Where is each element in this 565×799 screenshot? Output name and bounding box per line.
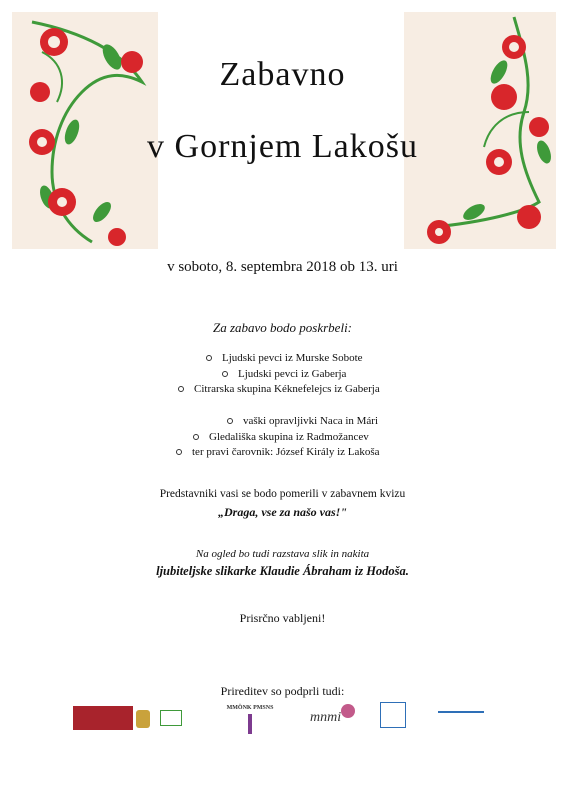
pen-icon	[248, 714, 252, 734]
bullet-icon	[176, 449, 182, 455]
bullet-icon	[178, 386, 184, 392]
title-line-2: v Gornjem Lakošu	[147, 128, 418, 165]
exhibit-artist: ljubiteljske slikarke Klaudie Ábraham iz Hodoša.	[156, 564, 409, 578]
bullet-icon	[222, 371, 228, 377]
flower-icon	[341, 704, 355, 718]
sponsor-logo-1	[73, 706, 133, 730]
exhibit-line: Na ogled bo tudi razstava slik in nakita	[195, 548, 370, 560]
title-line-1: Zabavno	[219, 56, 346, 93]
coat-of-arms-icon	[136, 710, 150, 728]
welcome-text: Prisrčno vabljeni!	[239, 611, 326, 625]
bullet-icon	[206, 355, 212, 361]
list-item: ter pravi čarovnik: József Király iz Lakoša	[176, 446, 380, 458]
ministry-logo	[438, 711, 484, 723]
list-item: vaški opravljivki Naca in Mári	[227, 415, 378, 427]
sponsor-logo-3	[380, 702, 406, 728]
list-item: Gledališka skupina iz Radmožancev	[193, 431, 369, 443]
list-item: Ljudski pevci iz Gaberja	[222, 368, 346, 380]
bullet-icon	[193, 434, 199, 440]
sponsor-logo-2	[160, 710, 182, 726]
quiz-name: „Draga, vse za našo vas!"	[218, 505, 347, 519]
bullet-icon	[227, 418, 233, 424]
mnmi-logo: mnmi	[310, 710, 342, 725]
performers-intro: Za zabavo bodo poskrbeli:	[212, 320, 353, 335]
list-item: Ljudski pevci iz Murske Sobote	[206, 352, 363, 364]
mmonk-logo: MMÖNK PMSNS	[219, 705, 281, 739]
list-item: Citrarska skupina Kéknefelejcs iz Gaberja	[178, 383, 380, 395]
support-heading: Prireditev so podprli tudi:	[220, 684, 345, 698]
quiz-line: Predstavniki vasi se bodo pomerili v zabavnem kvizu	[159, 488, 406, 500]
event-date: v soboto, 8. septembra 2018 ob 13. uri	[167, 259, 398, 275]
